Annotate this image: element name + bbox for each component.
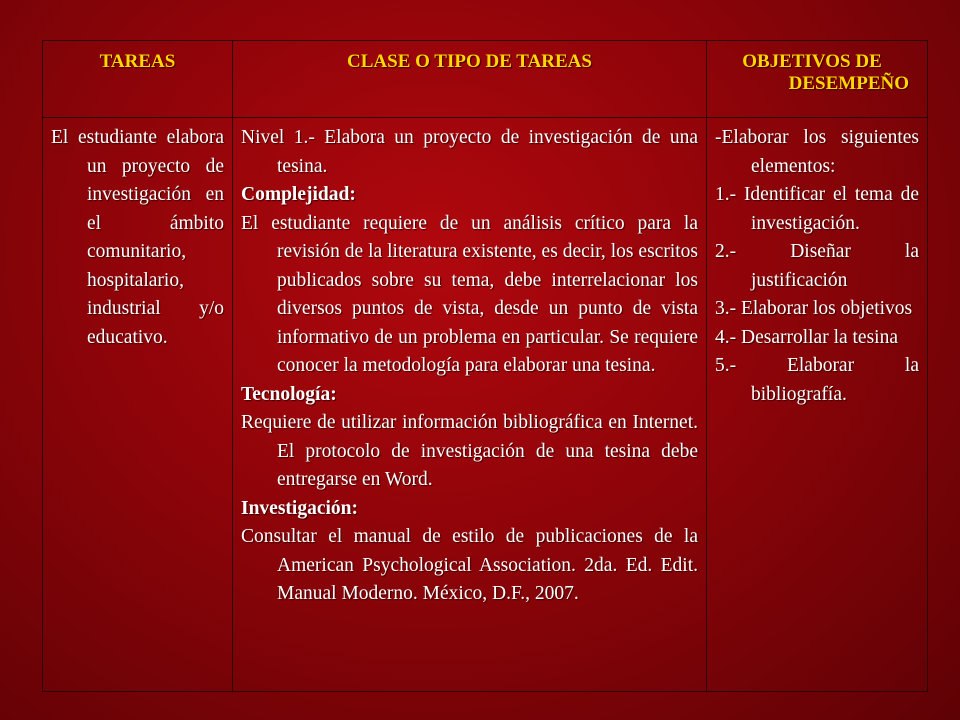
objetivo-item: 3.- Elaborar los objetivos [715, 298, 913, 319]
objetivos-intro: -Elaborar los siguientes elementos: [715, 127, 919, 177]
complejidad-heading: Complejidad: [241, 184, 356, 205]
header-tareas: TAREAS [43, 41, 233, 118]
header-row [43, 41, 928, 118]
objetivo-item: 4.- Desarrollar la tesina [715, 326, 899, 348]
objetivo-item: 2.- Diseñar la justificación [715, 241, 919, 291]
tecnologia-text: Requiere de utilizar información bibliográfica en Internet. El protocolo de investigación de una tesina debe entregarse en Word. [241, 412, 698, 490]
tecnologia-heading: Tecnología: [241, 383, 337, 405]
objetivo-item: 5.- Elaborar la bibliografía. [715, 355, 919, 405]
cell-tareas [43, 118, 233, 692]
investigacion-text: Consultar el manual de estilo de publicaciones de la American Psychological Association. 2da. Ed. Edit. Manual Moderno. México, D.F., 2007. [241, 526, 698, 604]
nivel-text: Nivel 1.- Elabora un proyecto de investigación de una tesina. [241, 127, 698, 177]
tasks-table [42, 40, 928, 692]
investigacion-heading: Investigación: [241, 497, 358, 519]
cell-clase-tipo [233, 118, 707, 692]
cell-objetivos [707, 118, 928, 692]
header-clase-tipo-tareas: CLASE O TIPO DE TAREAS [233, 41, 707, 118]
header-objetivos-desempeno [707, 41, 928, 118]
header-objetivos-line2: DESEMPEÑO [788, 73, 909, 94]
objetivo-item: 1.- Identificar el tema de investigación. [715, 184, 919, 234]
tareas-description: El estudiante elabora un proyecto de investigación en el ámbito comunitario, hospitalario, industrial y/o educativo. [51, 127, 224, 348]
complejidad-text: El estudiante requiere de un análisis crítico para la revisión de la literatura existente, es decir, los escritos publicados sobre su tema, debe interrelacionar los diversos puntos de vista, desde un punto de vista informativo de un problema en particular. Se requiere conocer la metodología para elaborar una tesina. [241, 212, 698, 376]
header-objetivos-line1: OBJETIVOS DE [742, 51, 882, 72]
content-row [43, 118, 928, 692]
